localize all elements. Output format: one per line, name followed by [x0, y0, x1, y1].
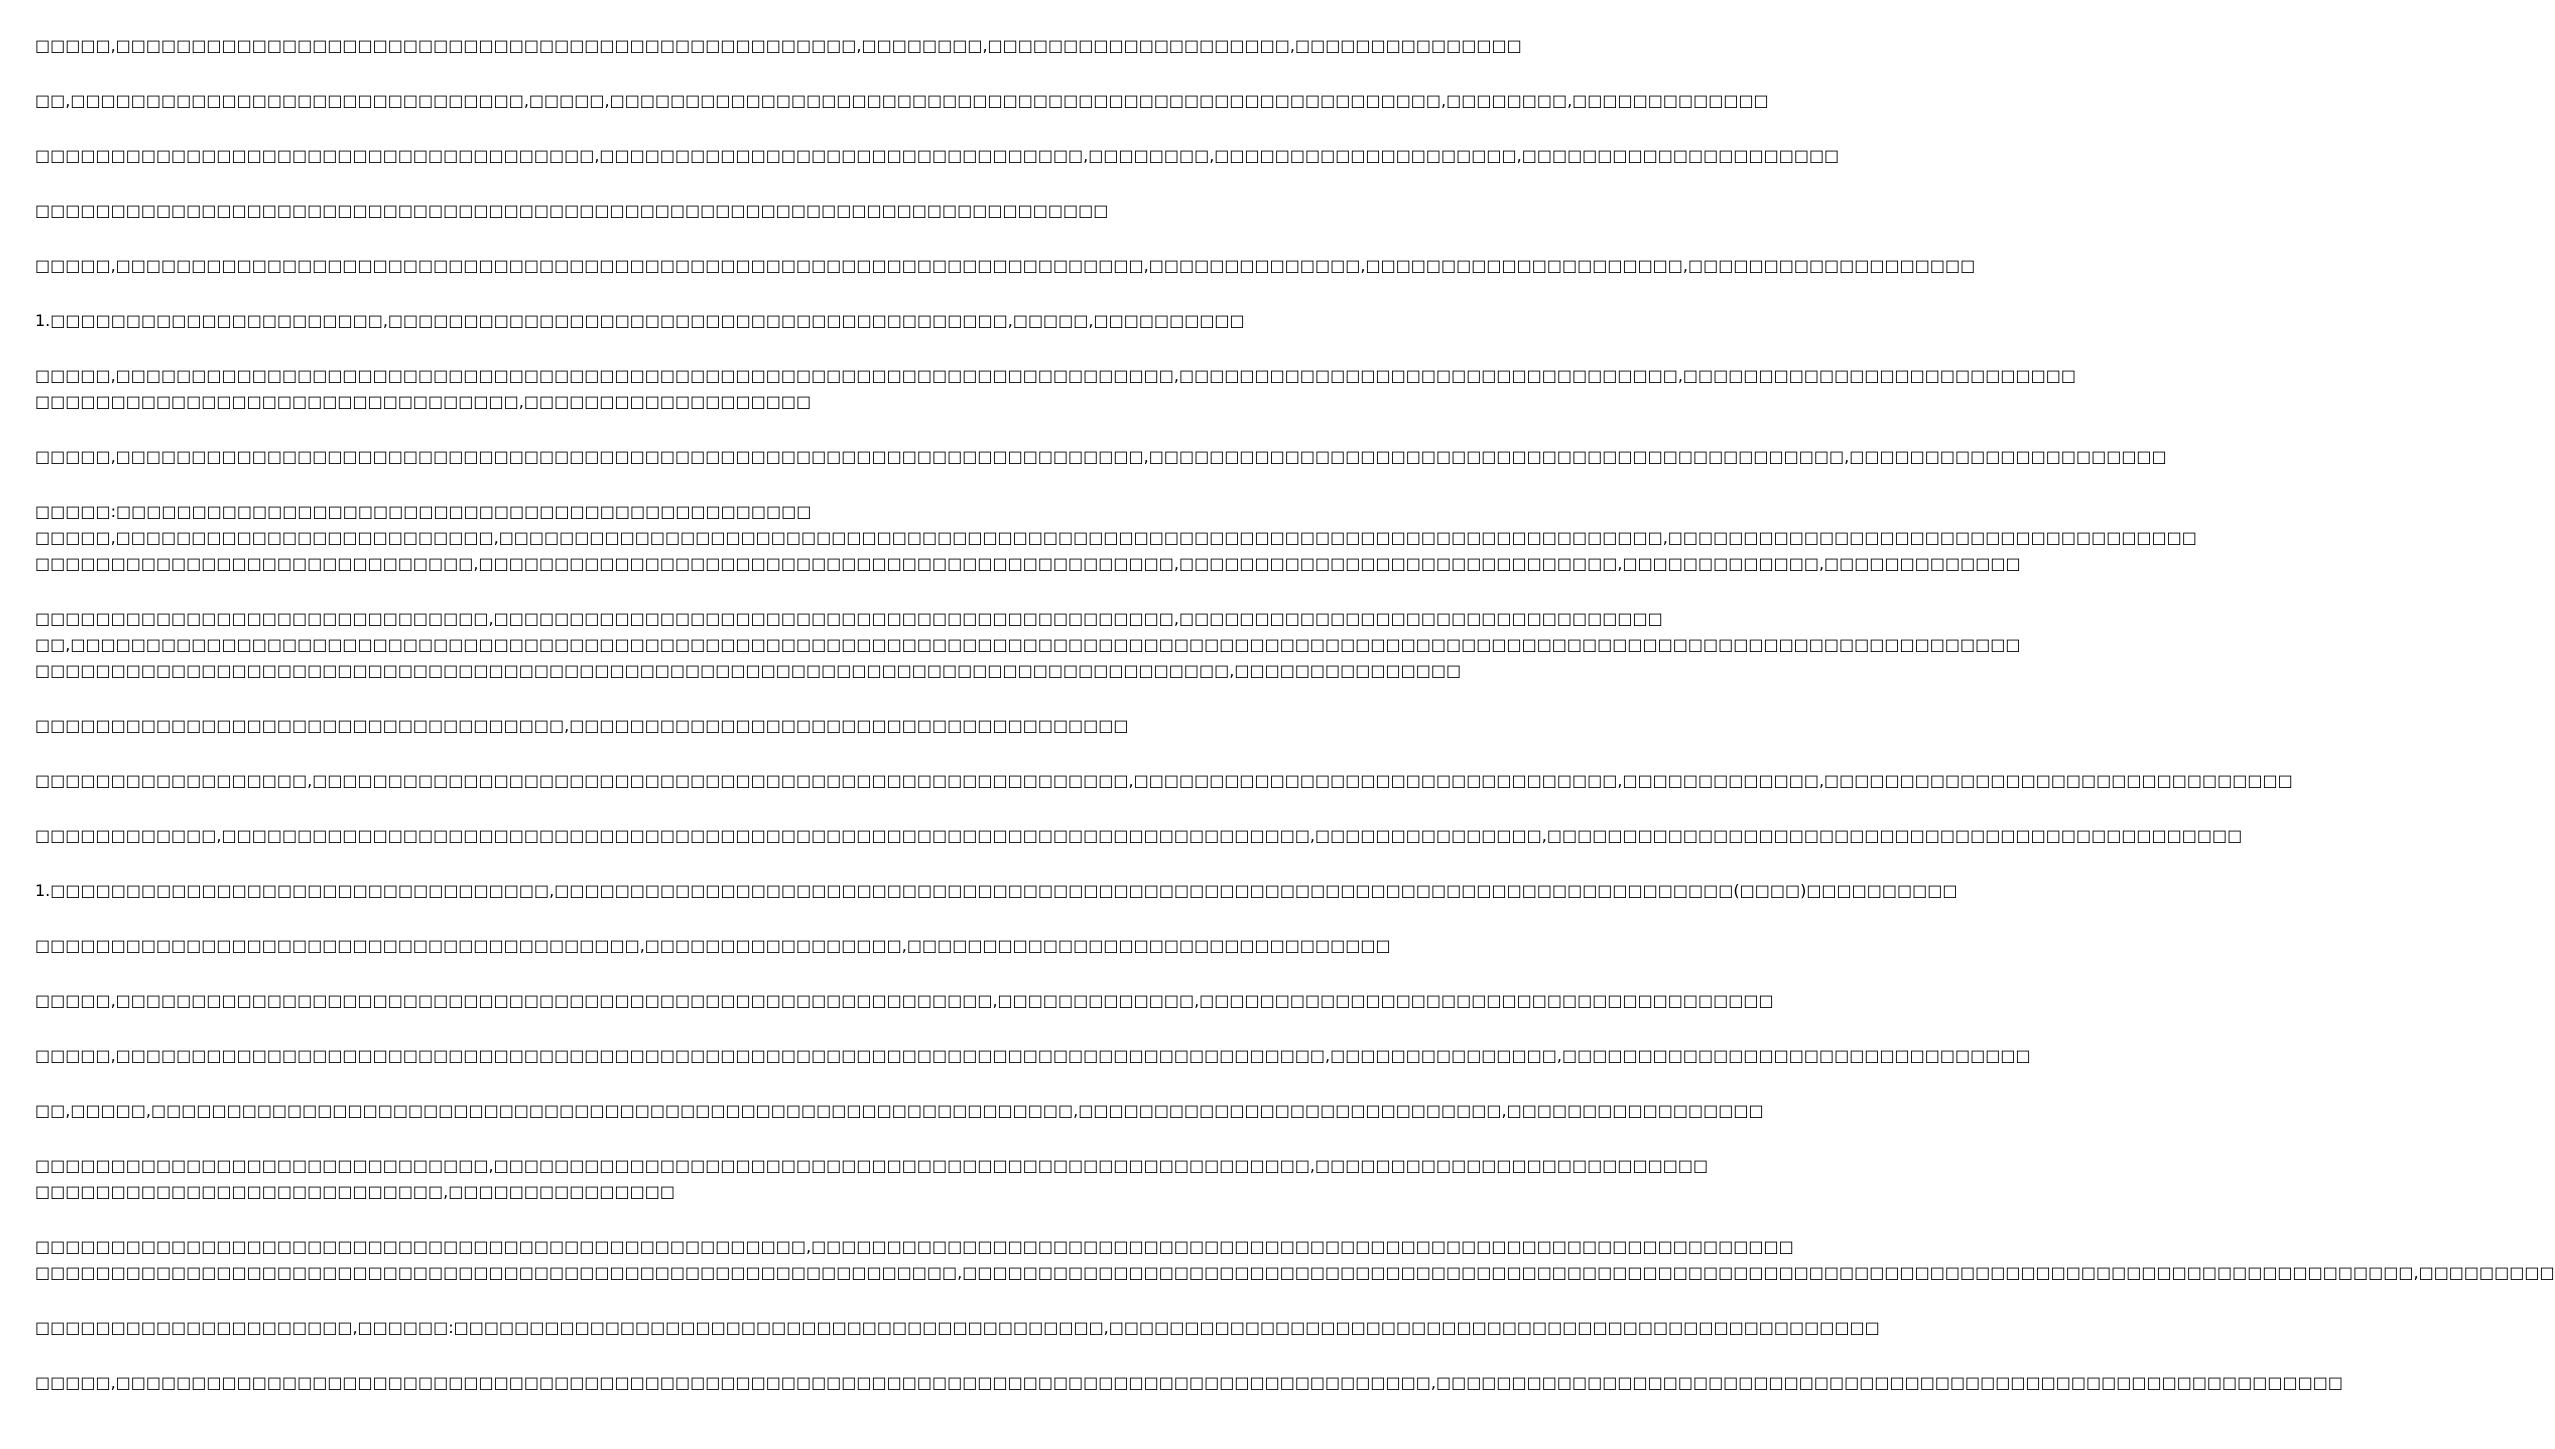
text-line: □□□□□□□□□□□□,□□□□□□□□□□□□□□□□□□□□□□□□□□□□□□□□□□□□□□□□□□□□□□□□□□□□□□□□□□□□□□□□□□□□□□□□,□□□□□□□□□□□□□□□,□□□□□□□□□□□□□□□□□□□□□□□□□□□□□□□□□□□□□□□□□□□□□□	[35, 826, 2243, 845]
text-line: □□□□□□□□□□□□□□□□□□□□□□□□□□□□□□□□,□□□□□□□□□□□□□□□□□□□	[35, 392, 812, 411]
text-line: 1.□□□□□□□□□□□□□□□□□□□□□□,□□□□□□□□□□□□□□□□□□□□□□□□□□□□□□□□□□□□□□□□□,□□□□□,□□□□□□□□□□	[35, 311, 1245, 330]
paragraph	[35, 988, 1774, 1014]
paragraph	[35, 88, 1769, 114]
text-line: □□□□□□□□□□□□□□□□□□,□□□□□□□□□□□□□□□□□□□□□□□□□□□□□□□□□□□□□□□□□□□□□□□□□□□□□□,□□□□□□□□□□□□□□□□□□□□□□□□□□□□□□□□,□□□□□□□□□□□□□,□□□□□□□□□□□□□□□□□□□□□□□□□□□□□□□	[35, 771, 2293, 790]
paragraph	[35, 1098, 1764, 1124]
text-line: □□□□□,□□□□□□□□□□□□□□□□□□□□□□□□□□□□□□□□□□□□□□□□□□□□□□□□□□□□□□□□□□□□□□□□□□□□□□,□□□□□□□□□□□□□□□□□□□□□□□□□□□□□□□□□,□□□□□□□□□□□□□□□□□□□□□□□□□□	[35, 366, 2076, 385]
paragraph	[35, 363, 2076, 415]
document-body	[35, 33, 2555, 1425]
text-line: □□□□□,□□□□□□□□□□□□□□□□□□□□□□□□□□□□□□□□□□□□□□□□□□□□□□□□□□□□□□□□□□□□□□□□□□□□□□□□□□□□□□□□□□□□□□□,□□□□□□□□□□□□□□□□□□□□□□□□□□□□□□□□□□□□□□□□□□□□□□□□□□□□□□□□□□□□	[35, 1373, 2343, 1392]
text-line: □□□□□□□□□□□□□□□□□□□□□□□□□□□□□□□□□□□□□□□□□□□□□□□□□□□□□□□□□□□□□□□□□□□□□□□□□□□□□□□,□□□□□□□□□□□□□□□	[35, 661, 1462, 680]
text-line: □□□□□,□□□□□□□□□□□□□□□□□□□□□□□□□□□□□□□□□□□□□□□□□□□□□□□□□□□□□□□□□□,□□□□□□□□□□□□□,□□□□□□□□□□□□□□□□□□□□□□□□□□□□□□□□□□□□□□	[35, 991, 1774, 1010]
paragraph	[35, 444, 2167, 470]
text-line: □□□□□□□□□□□□□□□□□□□□□□□□□□□□□□□□□□□□□□□□□□□□□□□□□□□□□□□□□□□□□□□□□□□□□□□	[35, 201, 1109, 220]
text-line: □□□□□□□□□□□□□□□□□□□□□□□□□□□□□□□□□□□□□□□□□□□□□□□□□□□□□□□□□□□□□,□□□□□□□□□□□□□□□□□□□□□□□□□□□□□□□□□□□□□□□□□□□□□□□□□□□□□□□□□□□□□□□□□□□□□□□□□□□□□□□□□□□□□□□□□□□□□□□□,□□□□□□□□□	[35, 1263, 2555, 1282]
text-line: 1.□□□□□□□□□□□□□□□□□□□□□□□□□□□□□□□□□,□□□□□□□□□□□□□□□□□□□□□□□□□□□□□□□□□□□□□□□□□□□□□□□□□□□□□□□□□□□□□□□□□□□□□□□□□□□□□□(□□□□)□□□□□□□□□□	[35, 881, 1958, 900]
text-line: □□,□□□□□,□□□□□□□□□□□□□□□□□□□□□□□□□□□□□□□□□□□□□□□□□□□□□□□□□□□□□□□□□□□□□,□□□□□□□□□□□□□□□□□□□□□□□□□□□□,□□□□□□□□□□□□□□□□□	[35, 1101, 1764, 1120]
paragraph	[35, 878, 1958, 904]
paragraph	[35, 308, 1245, 334]
paragraph	[35, 933, 1391, 959]
text-line: □□□□□□□□□□□□□□□□□□□□□□□□□□□,□□□□□□□□□□□□□□□	[35, 1182, 676, 1201]
paragraph	[35, 823, 2243, 849]
text-line: □□□□□,□□□□□□□□□□□□□□□□□□□□□□□□□,□□□□□□□□□□□□□□□□□□□□□□□□□□□□□□□□□□□□□□□□□□□□□□□□□□□□□□□□□□□□□□□□□□□□□□□□□□□□□,□□□□□□□□□□□□□□□□□□□□□□□□□□□□□□□□□□□	[35, 528, 2197, 547]
paragraph	[35, 768, 2293, 794]
text-line: □□□□□□□□□□□□□□□□□□□□□□□□□□□□□□,□□□□□□□□□□□□□□□□□□□□□□□□□□□□□□□□□□□□□□□□□□□□□□□□□□□□□□,□□□□□□□□□□□□□□□□□□□□□□□□□□	[35, 1156, 1709, 1175]
paragraph	[35, 713, 1129, 739]
paragraph	[35, 1234, 2555, 1286]
paragraph	[35, 1153, 1709, 1205]
text-line: □□,□□□□□□□□□□□□□□□□□□□□□□□□□□□□□□,□□□□□,□□□□□□□□□□□□□□□□□□□□□□□□□□□□□□□□□□□□□□□□□□□□□□□□□□□□□□□,□□□□□□□□,□□□□□□□□□□□□□	[35, 91, 1769, 110]
paragraph	[35, 143, 1840, 169]
paragraph	[35, 1315, 1880, 1341]
paragraph	[35, 253, 1976, 279]
text-line: □□□□□□□□□□□□□□□□□□□□□□□□□□□□□□□□□□□□□□□□□□□□□□□□□□□,□□□□□□□□□□□□□□□□□□□□□□□□□□□□□□□□□□□□□□□□□□□□□□□□□□□□□□□□□□□□□□□□□	[35, 1237, 1794, 1256]
text-line: □□□□□□□□□□□□□□□□□□□□□□□□□□□□□□□□□□□,□□□□□□□□□□□□□□□□□□□□□□□□□□□□□□□□□□□□□	[35, 716, 1129, 735]
paragraph	[35, 1043, 2031, 1069]
text-line: □□□□□,□□□□□□□□□□□□□□□□□□□□□□□□□□□□□□□□□□□□□□□□□□□□□□□□□□□□□□□□□□□□□□□□□□□□,□□□□□□□□□□□□□□,□□□□□□□□□□□□□□□□□□□□□,□□□□□□□□□□□□□□□□□□□	[35, 256, 1976, 275]
text-line: □□□□□□□□□□□□□□□□□□□□□□□□□□□□□□□□□□□□□,□□□□□□□□□□□□□□□□□□□□□□□□□□□□□□□□,□□□□□□□□,□□□□□□□□□□□□□□□□□□□□,□□□□□□□□□□□□□□□□□□□□□	[35, 146, 1840, 165]
paragraph	[35, 198, 1109, 224]
text-line: □□□□□□□□□□□□□□□□□□□□□□□□□□□□□,□□□□□□□□□□□□□□□□□□□□□□□□□□□□□□□□□□□□□□□□□□□□□□,□□□□□□□□□□□□□□□□□□□□□□□□□□□□□,□□□□□□□□□□□□□,□□□□□□□□□□□□□	[35, 554, 2021, 573]
paragraph	[35, 499, 2197, 577]
text-line: □□□□□□□□□□□□□□□□□□□□□□□□□□□□□□,□□□□□□□□□□□□□□□□□□□□□□□□□□□□□□□□□□□□□□□□□□□□□,□□□□□□□□□□□□□□□□□□□□□□□□□□□□□□□□	[35, 609, 1663, 628]
text-line: □□□□□:□□□□□□□□□□□□□□□□□□□□□□□□□□□□□□□□□□□□□□□□□□□□□□	[35, 502, 812, 521]
paragraph	[35, 1370, 2343, 1396]
text-line: □□□□□□□□□□□□□□□□□□□□□,□□□□□□:□□□□□□□□□□□□□□□□□□□□□□□□□□□□□□□□□□□□□□□□□□□,□□□□□□□□□□□□□□□□□□□□□□□□□□□□□□□□□□□□□□□□□□□□□□□□□□□	[35, 1318, 1880, 1337]
text-line: □□□□□□□□□□□□□□□□□□□□□□□□□□□□□□□□□□□□□□□□,□□□□□□□□□□□□□□□□□,□□□□□□□□□□□□□□□□□□□□□□□□□□□□□□□□	[35, 936, 1391, 955]
text-line: □□□□□,□□□□□□□□□□□□□□□□□□□□□□□□□□□□□□□□□□□□□□□□□□□□□□□□□□□□□□□□□□□□□□□□□□□□,□□□□□□□□□□□□□□□□□□□□□□□□□□□□□□□□□□□□□□□□□□□□□□,□□□□□□□□□□□□□□□□□□□□□	[35, 447, 2167, 466]
paragraph	[35, 606, 2021, 684]
text-line: □□□□□,□□□□□□□□□□□□□□□□□□□□□□□□□□□□□□□□□□□□□□□□□□□□□□□□□,□□□□□□□□,□□□□□□□□□□□□□□□□□□□□,□□□□□□□□□□□□□□□	[35, 36, 1522, 55]
text-line: □□,□□□□□□□□□□□□□□□□□□□□□□□□□□□□□□□□□□□□□□□□□□□□□□□□□□□□□□□□□□□□□□□□□□□□□□□□□□□□□□□□□□□□□□□□□□□□□□□□□□□□□□□□□□□□□□□□□□□□□□□□□□□□□□□□□	[35, 635, 2021, 654]
paragraph	[35, 33, 1522, 59]
text-line: □□□□□,□□□□□□□□□□□□□□□□□□□□□□□□□□□□□□□□□□□□□□□□□□□□□□□□□□□□□□□□□□□□□□□□□□□□□□□□□□□□□□□□,□□□□□□□□□□□□□□□,□□□□□□□□□□□□□□□□□□□□□□□□□□□□□□□	[35, 1046, 2031, 1065]
